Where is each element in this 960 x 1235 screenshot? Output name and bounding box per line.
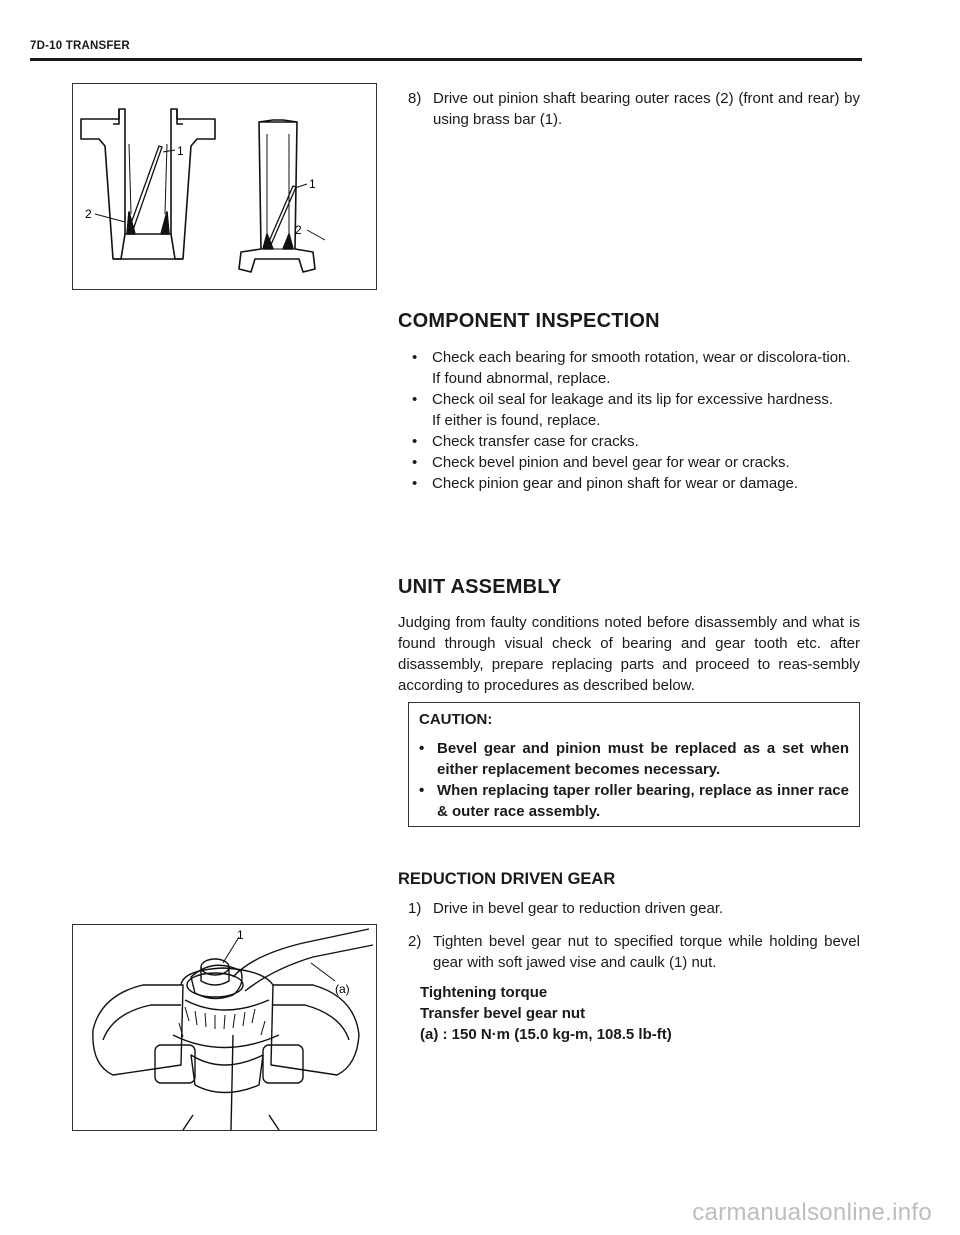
caution-item: • Bevel gear and pinion must be replaced as a set when either replacement becomes necessary.	[419, 738, 849, 780]
step-text: Drive out pinion shaft bearing outer races (2) (front and rear) by using brass bar (1).	[433, 90, 860, 128]
caution-title: CAUTION:	[419, 711, 493, 728]
torque-item: Transfer bevel gear nut	[420, 1005, 586, 1022]
page-header: 7D-10 TRANSFER	[30, 40, 130, 52]
label-race-left: 2	[85, 207, 92, 221]
section-heading-component-inspection: COMPONENT INSPECTION	[398, 310, 660, 332]
label-brass-bar-right: 1	[309, 177, 316, 191]
inspection-item: • Check bevel pinion and bevel gear for wear or cracks.	[398, 452, 860, 473]
step-text: Tighten bevel gear nut to specified torque while holding bevel gear with soft jawed vise and caulk (1) nut.	[433, 933, 860, 971]
step-2	[408, 931, 860, 973]
section-heading-reduction-driven-gear: REDUCTION DRIVEN GEAR	[398, 870, 616, 888]
step-number: 1)	[408, 900, 422, 917]
label-nut: 1	[237, 928, 244, 942]
torque-spec	[420, 982, 672, 1045]
step-number: 2)	[408, 933, 422, 950]
step-8	[408, 88, 860, 130]
section-heading-unit-assembly: UNIT ASSEMBLY	[398, 576, 562, 598]
inspection-item: • Check pinion gear and pinon shaft for wear or damage.	[398, 473, 860, 494]
torque-label: Tightening torque	[420, 984, 548, 1001]
assembly-paragraph: Judging from faulty conditions noted before disassembly and what is found through visual check of bearing and gear tooth etc. after disassembly, prepare replacing parts and proceed to reas-sembly according to procedures as described below.	[398, 614, 860, 694]
step-number: 8)	[408, 90, 422, 107]
header-rule	[30, 58, 862, 61]
torque-value: (a) : 150 N·m (15.0 kg-m, 108.5 lb-ft)	[420, 1026, 672, 1043]
label-race-right: 2	[295, 223, 302, 237]
figure-bevel-gear-nut	[72, 924, 377, 1131]
label-torque: (a)	[335, 982, 350, 996]
inspection-item: • Check oil seal for leakage and its lip for excessive hardness. If either is found, replace.	[398, 389, 860, 431]
bevel-gear-illustration	[73, 925, 376, 1130]
watermark: carmanualsonline.info	[692, 1199, 932, 1226]
step-1	[408, 898, 860, 919]
bearing-race-illustration	[73, 84, 376, 289]
caution-box	[408, 702, 860, 827]
caution-item: • When replacing taper roller bearing, replace as inner race & outer race assembly.	[419, 780, 849, 822]
step-text: Drive in bevel gear to reduction driven gear.	[433, 900, 724, 917]
inspection-item: • Check each bearing for smooth rotation, wear or discolora-tion. If found abnormal, replace.	[398, 347, 860, 389]
inspection-item: • Check transfer case for cracks.	[398, 431, 860, 452]
label-brass-bar-left: 1	[177, 144, 184, 158]
figure-bearing-race-removal	[72, 83, 377, 290]
inspection-list	[398, 347, 860, 494]
